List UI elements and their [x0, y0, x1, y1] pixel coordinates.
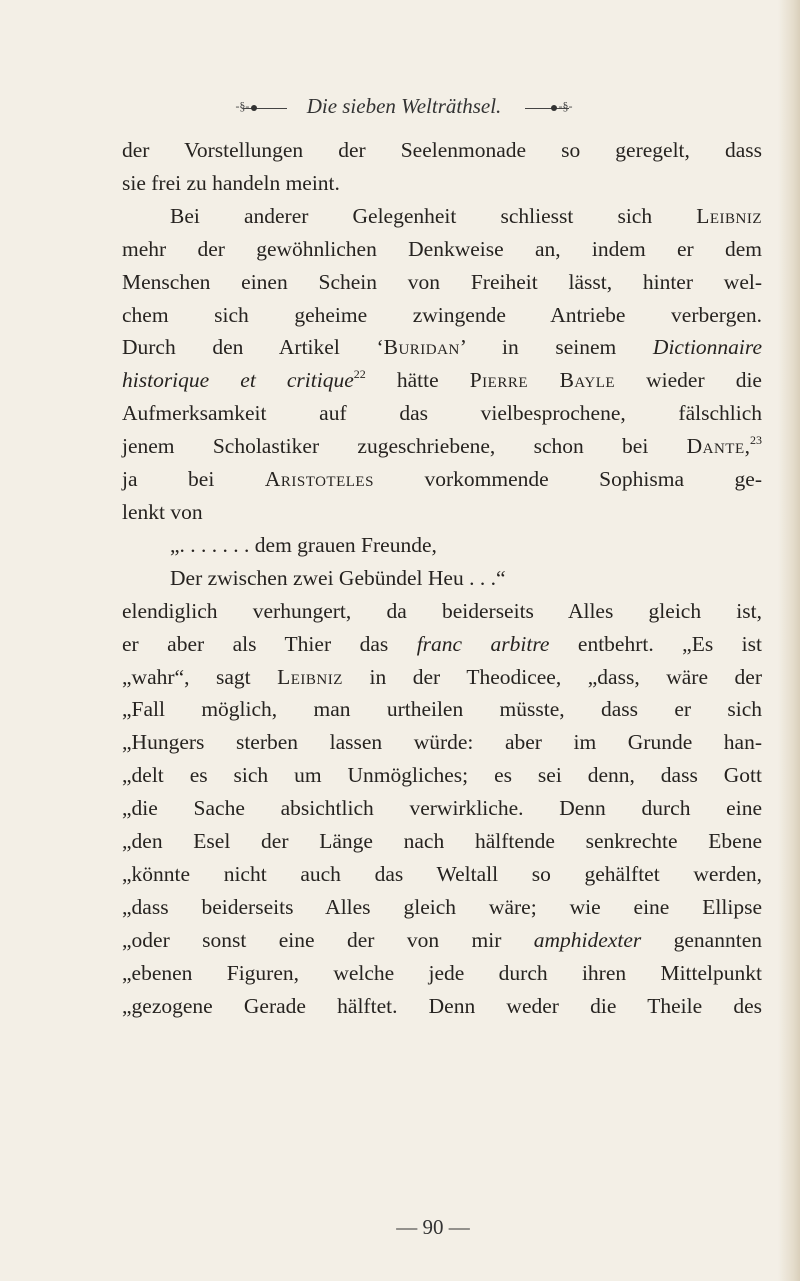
text-line-8	[122, 364, 762, 397]
text-segment: ’ in seinem	[459, 335, 653, 360]
name-pierre-bayle: Pierre Bayle	[469, 368, 616, 393]
text-line-6: chem sich geheime zwingende Antriebe verbergen.	[122, 302, 762, 327]
footnote-ref-23: 23	[750, 433, 762, 448]
text-segment: Bei anderer Gelegenheit schliesst sich	[170, 203, 697, 228]
name-dante: Dante	[686, 434, 745, 459]
verse-line-2: Der zwischen zwei Gebündel Heu . . .“	[170, 565, 506, 590]
ornament-left-mark: -§-	[235, 99, 250, 114]
text-segment: Durch den Artikel ‘	[122, 335, 384, 360]
text-line-22: „dass beiderseits Alles gleich wäre; wie eine Ellipse	[122, 894, 762, 919]
text-line-5: Menschen einen Schein von Freiheit lässt, hinter wel-	[122, 269, 762, 294]
italic-word: amphidexter	[533, 927, 642, 952]
ornament-right-mark: -§-	[558, 99, 573, 114]
text-line-7	[122, 331, 762, 364]
text-line-10	[122, 430, 762, 463]
text-segment: genannten	[641, 927, 762, 952]
text-line-9: Aufmerksamkeit auf das vielbesprochene, fälschlich	[122, 401, 762, 426]
verse-line-1: „. . . . . . . dem grauen Freunde,	[170, 532, 437, 557]
text-segment: „oder sonst eine der von mir	[122, 927, 534, 952]
text-segment: wieder die	[615, 368, 762, 393]
name-leibniz: Leibniz	[696, 203, 762, 228]
name-aristoteles: Aristoteles	[264, 467, 374, 492]
name-buridan: Buridan	[383, 335, 460, 360]
text-line-15	[122, 661, 762, 694]
text-line-2: sie frei zu handeln meint.	[122, 170, 340, 195]
ornament-left-dot	[251, 105, 257, 111]
italic-phrase: franc arbitre	[416, 631, 550, 656]
text-segment: ,	[744, 434, 750, 459]
text-line-13: elendiglich verhungert, da beiderseits Alles gleich ist,	[122, 598, 762, 623]
text-line-24: „ebenen Figuren, welche jede durch ihren Mittelpunkt	[122, 960, 762, 985]
header-ornament-right	[517, 99, 573, 114]
text-line-3	[122, 200, 762, 233]
text-line-25: „gezogene Gerade hälftet. Denn weder die Theile des	[122, 993, 762, 1018]
italic-title: historique et critique	[122, 368, 354, 393]
text-segment: er aber als Thier das	[122, 631, 417, 656]
name-leibniz: Leibniz	[277, 664, 343, 689]
text-line-1: der Vorstellungen der Seelenmonade so geregelt, dass	[122, 138, 762, 162]
text-segment: entbehrt. „Es ist	[549, 631, 762, 656]
text-line-17: „Hungers sterben lassen würde: aber im Grunde han-	[122, 730, 762, 755]
text-line-18: „delt es sich um Unmögliches; es sei denn, dass Gott	[122, 763, 762, 788]
text-segment: vorkommende Sophisma ge-	[373, 467, 762, 492]
running-header	[234, 94, 574, 130]
footnote-ref-22: 22	[353, 367, 366, 382]
ornament-right-dot	[551, 105, 557, 111]
text-line-14	[122, 628, 762, 661]
text-line-20: „den Esel der Länge nach hälftende senkrechte Ebene	[122, 829, 762, 854]
body-text	[122, 134, 762, 1022]
header-title: Die sieben Welträthsel.	[306, 94, 502, 118]
text-line-16: „Fall möglich, man urtheilen müsste, dass er sich	[122, 697, 762, 722]
text-line-4: mehr der gewöhnlichen Denkweise an, indem er dem	[122, 236, 762, 261]
text-line-11	[122, 463, 762, 496]
page-number: — 90 —	[396, 1215, 470, 1239]
text-line-19: „die Sache absichtlich verwirkliche. Denn durch eine	[122, 796, 762, 821]
text-segment: „wahr“, sagt	[122, 664, 278, 689]
text-line-21: „könnte nicht auch das Weltall so gehälftet werden,	[122, 861, 762, 886]
text-segment: in der Theodicee, „dass, wäre der	[342, 664, 762, 689]
italic-title: Dictionnaire	[652, 335, 762, 360]
text-segment: hätte	[365, 368, 470, 393]
text-line-12: lenkt von	[122, 499, 203, 524]
header-ornament-left	[235, 99, 291, 114]
text-line-23	[122, 924, 762, 957]
text-segment: ja bei	[122, 467, 265, 492]
text-segment: jenem Scholastiker zugeschriebene, schon bei	[122, 434, 687, 459]
page-edge-shadow	[778, 0, 800, 1281]
